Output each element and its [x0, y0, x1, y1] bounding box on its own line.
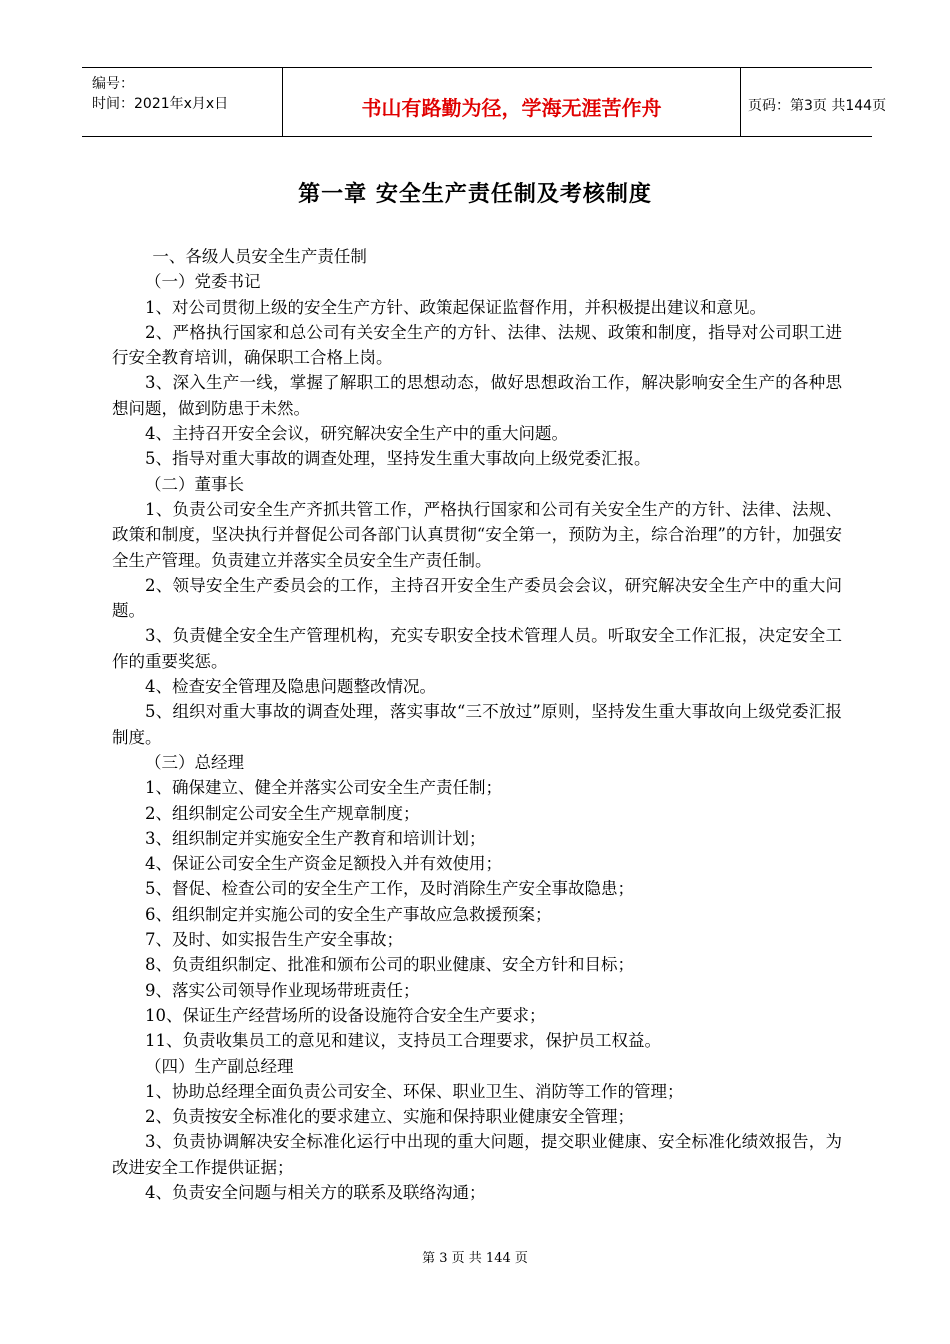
paragraph: 4、保证公司安全生产资金足额投入并有效使用； — [145, 854, 502, 874]
document-body — [112, 244, 842, 1205]
document-number: 编号： — [92, 76, 134, 92]
paragraph: 1、负责公司安全生产齐抓共管工作，严格执行国家和公司有关安全生产的方针、法律、法规、政策和制度，坚决执行并督促公司各部门认真贯彻“安全第一，预防为主，综合治理”的方针，加强安全生产管理。负责建立并落实全员安全生产责任制。 — [112, 499, 842, 570]
subsection-heading: （二）董事长 — [145, 474, 244, 494]
paragraph: 9、落实公司领导作业现场带班责任； — [145, 980, 420, 1000]
paragraph: 2、严格执行国家和总公司有关安全生产的方针、法律、法规、政策和制度，指导对公司职工进行安全教育培训，确保职工合格上岗。 — [112, 322, 842, 368]
page-footer: 第 3 页 共 144 页 — [422, 1251, 528, 1266]
subsection-heading: （一）党委书记 — [145, 272, 261, 292]
header-table — [82, 67, 887, 137]
document-date: 时间：2021年x月x日 — [92, 96, 229, 112]
paragraph: 2、领导安全生产委员会的工作，主持召开安全生产委员会会议，研究解决安全生产中的重大问题。 — [112, 575, 842, 621]
paragraph: 3、组织制定并实施安全生产教育和培训计划； — [145, 828, 486, 848]
paragraph: 11、负责收集员工的意见和建议，支持员工合理要求，保护员工权益。 — [145, 1031, 661, 1051]
paragraph: 3、深入生产一线，掌握了解职工的思想动态，做好思想政治工作，解决影响安全生产的各种思想问题，做到防患于未然。 — [112, 373, 842, 418]
paragraph: 10、保证生产经营场所的设备设施符合安全生产要求； — [145, 1005, 546, 1025]
header-left-cell — [82, 68, 282, 136]
slogan: 书山有路勤为径，学海无涯苦作舟 — [361, 96, 662, 120]
paragraph: 7、及时、如实报告生产安全事故； — [145, 930, 403, 950]
section-heading: 一、各级人员安全生产责任制 — [152, 247, 367, 266]
header-right-cell — [740, 68, 887, 136]
subsection-heading: （三）总经理 — [145, 752, 244, 772]
paragraph: 3、负责健全安全生产管理机构，充实专职安全技术管理人员。听取安全工作汇报，决定安全工作的重要奖惩。 — [112, 626, 842, 671]
chapter-title: 第一章 安全生产责任制及考核制度 — [298, 182, 652, 207]
header-page-number: 页码：第3页 共144页 — [748, 98, 887, 114]
paragraph: 4、检查安全管理及隐患问题整改情况。 — [145, 677, 436, 697]
paragraph: 2、负责按安全标准化的要求建立、实施和保持职业健康安全管理； — [145, 1107, 634, 1127]
paragraph: 1、协助总经理全面负责公司安全、环保、职业卫生、消防等工作的管理； — [145, 1081, 684, 1101]
paragraph: 2、组织制定公司安全生产规章制度； — [145, 803, 420, 823]
paragraph: 8、负责组织制定、批准和颁布公司的职业健康、安全方针和目标； — [145, 955, 634, 975]
paragraph: 1、对公司贯彻上级的安全生产方针、政策起保证监督作用，并积极提出建议和意见。 — [145, 297, 766, 317]
paragraph: 4、主持召开安全会议，研究解决安全生产中的重大问题。 — [145, 424, 568, 444]
paragraph: 4、负责安全问题与相关方的联系及联络沟通； — [145, 1182, 486, 1202]
paragraph: 1、确保建立、健全并落实公司安全生产责任制； — [145, 778, 502, 798]
paragraph: 3、负责协调解决安全标准化运行中出现的重大问题，提交职业健康、安全标准化绩效报告，为改进安全工作提供证据； — [112, 1132, 842, 1177]
header-center-cell — [282, 68, 741, 136]
paragraph: 5、指导对重大事故的调查处理，坚持发生重大事故向上级党委汇报。 — [145, 449, 651, 469]
paragraph: 5、督促、检查公司的安全生产工作，及时消除生产安全事故隐患； — [145, 879, 634, 899]
paragraph: 6、组织制定并实施公司的安全生产事故应急救援预案； — [145, 904, 552, 924]
paragraph: 5、组织对重大事故的调查处理，落实事故“三不放过”原则，坚持发生重大事故向上级党委汇报制度。 — [112, 702, 842, 747]
subsection-heading: （四）生产副总经理 — [145, 1056, 294, 1076]
